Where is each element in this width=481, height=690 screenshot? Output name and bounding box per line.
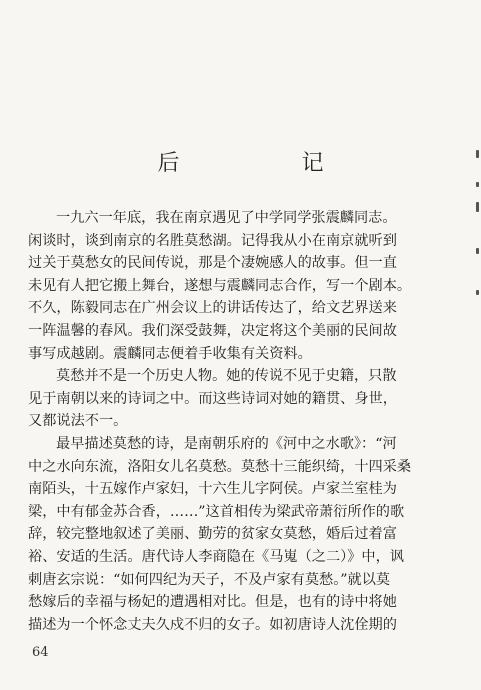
text-line: 南陌头，十五嫁作卢家妇，十六生儿字阿侯。卢家兰室桂为 [28, 481, 397, 498]
text-line: 未见有人把它搬上舞台，遂想与震麟同志合作，写一个剧本。 [28, 277, 412, 294]
text-line: 闲谈时，谈到南京的名胜莫愁湖。记得我从小在南京就听到 [28, 232, 397, 249]
text-line: 梁，中有郁金苏合香，……”这首相传为梁武帝萧衍所作的歌 [28, 503, 405, 520]
text-line: 一九六一年底，我在南京遇见了中学同学张震麟同志。 [56, 210, 397, 226]
text-line: 刺唐玄宗说：“如何四纪为天子，不及卢家有莫愁。”就以莫 [28, 571, 391, 588]
edge-mark [476, 290, 479, 295]
edge-mark [476, 248, 479, 254]
paragraph-2 [28, 365, 458, 433]
text-line: 最早描述莫愁的诗，是南朝乐府的《河中之水歌》：“河 [56, 435, 397, 452]
text-line: 过关于莫愁女的民间传说，那是个凄婉感人的故事。但一直 [28, 255, 397, 272]
text-line: 一阵温馨的春风。我们深受鼓舞，决定将这个美丽的民间故 [28, 322, 397, 339]
text-line: 愁嫁后的幸福与杨妃的遭遇相对比。但是，也有的诗中将她 [28, 594, 397, 611]
edge-mark [476, 202, 479, 212]
paragraph-1 [28, 207, 458, 365]
text-line: 又都说法不一。 [28, 413, 128, 430]
text-line: 见于南朝以来的诗词之中。而这些诗词对她的籍贯、身世， [28, 390, 397, 407]
edge-mark [476, 182, 479, 187]
page-title: 后 记 [157, 151, 374, 176]
text-line: 辞，较完整地叙述了美丽、勤劳的贫家女莫愁，婚后过着富 [28, 526, 397, 543]
paragraph-3 [28, 433, 458, 636]
page-number: 64 [32, 645, 49, 660]
text-line: 不久，陈毅同志在广州会议上的讲话传达了，给文艺界送来 [28, 300, 397, 317]
text-line: 中之水向东流，洛阳女儿名莫愁。莫愁十三能织绮，十四采桑 [28, 458, 412, 475]
text-line: 事写成越剧。震麟同志便着手收集有关资料。 [28, 345, 312, 362]
text-line: 裕、安适的生活。唐代诗人李商隐在《马嵬（之二）》中，讽 [28, 548, 404, 565]
page-edge-marks [471, 150, 481, 350]
body-text [28, 207, 458, 636]
edge-mark [476, 150, 479, 158]
text-line: 描述为一个怀念丈夫久戍不归的女子。如初唐诗人沈佺期的 [28, 616, 397, 633]
text-line: 莫愁并不是一个历史人物。她的传说不见于史籍，只散 [56, 368, 397, 385]
